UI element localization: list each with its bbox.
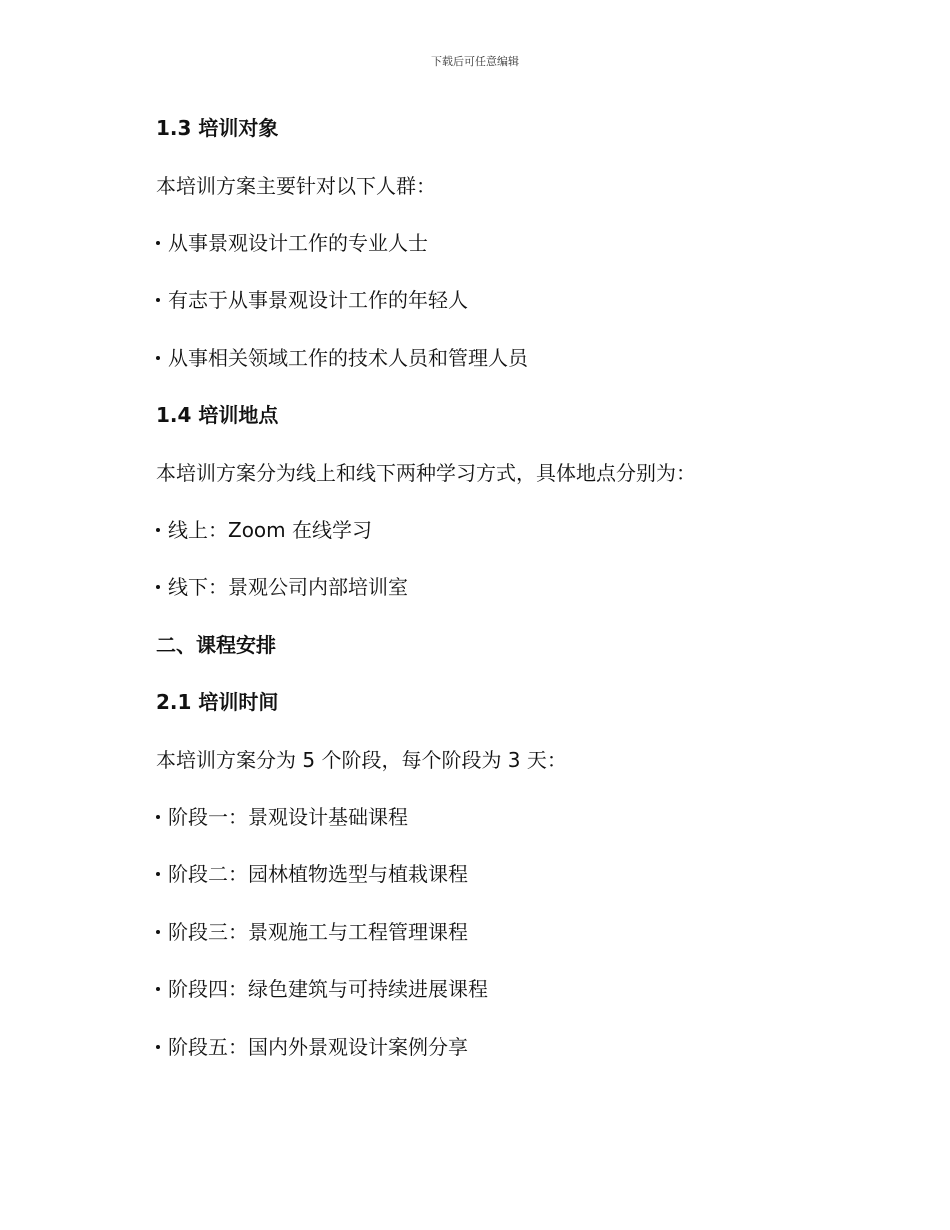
bullet-item bbox=[156, 516, 372, 544]
bullet-text: 线下：景观公司内部培训室 bbox=[168, 575, 408, 599]
bullet-item bbox=[156, 344, 528, 372]
paragraph-audience-intro: 本培训方案主要针对以下人群： bbox=[156, 174, 436, 198]
bullet-dot bbox=[156, 585, 160, 589]
paragraph-location-intro: 本培训方案分为线上和线下两种学习方式，具体地点分别为： bbox=[156, 461, 696, 485]
bullet-item bbox=[156, 803, 408, 831]
bullet-item bbox=[156, 860, 468, 888]
bullet-dot bbox=[156, 356, 160, 360]
bullet-item bbox=[156, 286, 468, 314]
section-heading-1-4: 1.4 培训地点 bbox=[156, 403, 279, 427]
bullet-dot bbox=[156, 930, 160, 934]
bullet-item bbox=[156, 229, 428, 257]
bullet-dot bbox=[156, 298, 160, 302]
section-heading-2-1: 2.1 培训时间 bbox=[156, 690, 279, 714]
paragraph-schedule-intro: 本培训方案分为 5 个阶段，每个阶段为 3 天： bbox=[156, 748, 567, 772]
bullet-text: 从事相关领域工作的技术人员和管理人员 bbox=[168, 346, 528, 370]
bullet-item bbox=[156, 975, 488, 1003]
bullet-text: 阶段二：园林植物选型与植栽课程 bbox=[168, 862, 468, 886]
bullet-text: 线上：Zoom 在线学习 bbox=[168, 518, 373, 542]
bullet-item bbox=[156, 1033, 468, 1061]
bullet-dot bbox=[156, 528, 160, 532]
bullet-text: 阶段四：绿色建筑与可持续进展课程 bbox=[168, 977, 488, 1001]
bullet-text: 从事景观设计工作的专业人士 bbox=[168, 231, 428, 255]
bullet-dot bbox=[156, 241, 160, 245]
section-heading-1-3: 1.3 培训对象 bbox=[156, 116, 279, 140]
bullet-dot bbox=[156, 1045, 160, 1049]
bullet-text: 阶段五：国内外景观设计案例分享 bbox=[168, 1035, 468, 1059]
chapter-heading-2: 二、课程安排 bbox=[156, 633, 276, 657]
bullet-text: 阶段一：景观设计基础课程 bbox=[168, 805, 408, 829]
bullet-text: 有志于从事景观设计工作的年轻人 bbox=[168, 288, 468, 312]
bullet-dot bbox=[156, 872, 160, 876]
bullet-text: 阶段三：景观施工与工程管理课程 bbox=[168, 920, 468, 944]
page-header-note: 下载后可任意编辑 bbox=[431, 55, 519, 68]
bullet-item bbox=[156, 573, 408, 601]
bullet-dot bbox=[156, 987, 160, 991]
bullet-dot bbox=[156, 815, 160, 819]
bullet-item bbox=[156, 918, 468, 946]
